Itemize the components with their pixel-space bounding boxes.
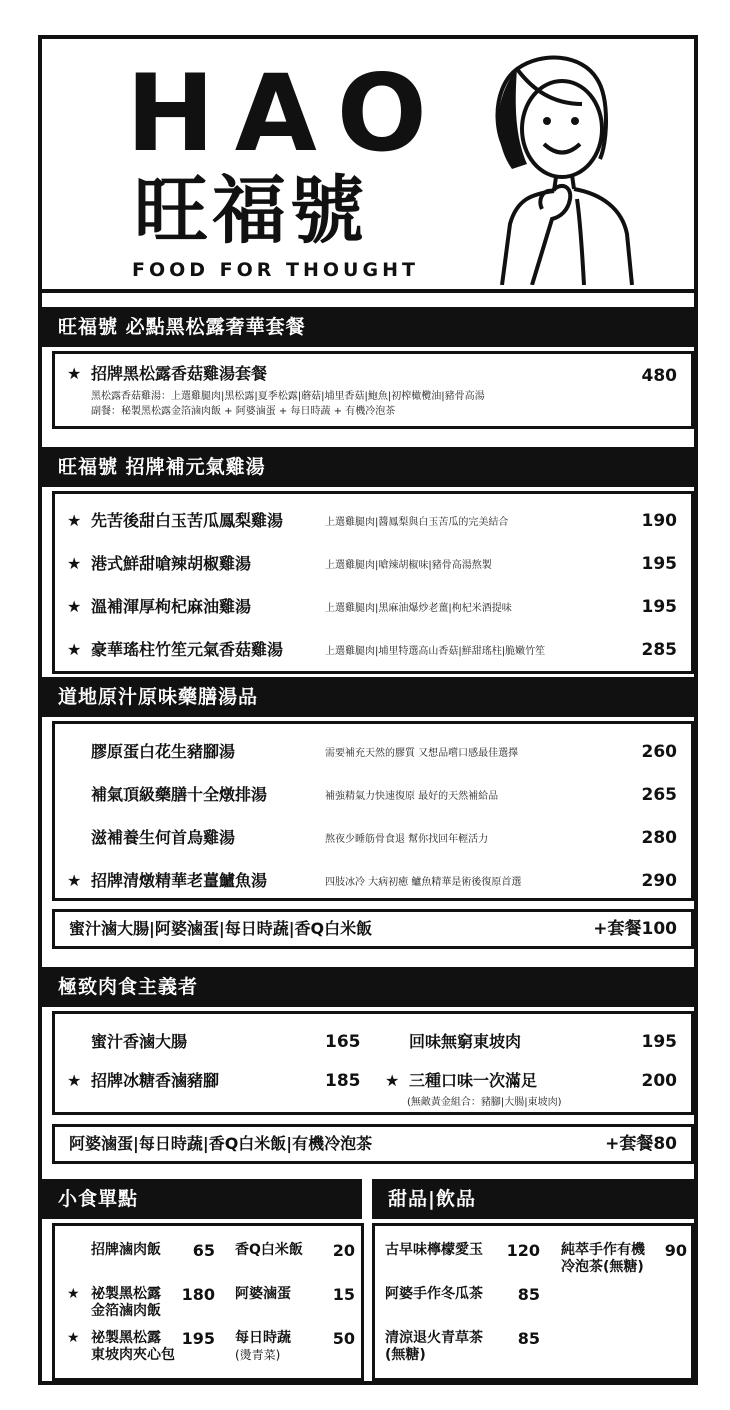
addon-set-herbal — [52, 909, 694, 949]
item-name: 三種口味一次滿足 — [409, 1071, 538, 1090]
item-description: 上選雞腿肉|嗆辣胡椒味|豬骨高湯熬製 — [325, 560, 492, 571]
item-name: 招牌清燉精華老薑鱸魚湯 — [91, 871, 268, 890]
item-name: 滋補養生何首烏雞湯 — [91, 828, 236, 847]
logo-name: 旺福號 — [134, 168, 368, 254]
menu-item-row — [67, 554, 251, 574]
item-description: 熬夜少睡筋骨食退 幫你找回年輕活力 — [325, 834, 489, 845]
item-name: 每日時蔬 — [235, 1330, 291, 1346]
addon-text: 蜜汁滷大腸|阿婆滷蛋|每日時蔬|香Q白米飯 — [69, 919, 373, 938]
item-name: 蜜汁香滷大腸 — [91, 1032, 188, 1051]
section-title-signature-set: 旺福號 必點黑松露奢華套餐 — [42, 307, 694, 347]
snack-item — [235, 1242, 303, 1259]
item-name: 補氣頂級藥膳十全燉排湯 — [91, 785, 268, 804]
item-price: 85 — [517, 1285, 540, 1304]
item-price: 15 — [332, 1285, 355, 1304]
item-name: 招牌黑松露香菇雞湯套餐 — [91, 364, 268, 383]
herbal-soup-box — [52, 721, 694, 901]
item-price: 120 — [506, 1241, 540, 1260]
snack-item — [235, 1330, 291, 1347]
section-title-chicken-soup: 旺福號 招牌補元氣雞湯 — [42, 447, 694, 487]
item-description: 上選雞腿肉|黑麻油爆炒老薑|枸杞米酒提味 — [325, 603, 512, 614]
menu-item-row — [385, 1032, 521, 1052]
item-name-line2: 金箔滷肉飯 — [91, 1303, 161, 1319]
drink-item: 清涼退火青草茶 — [385, 1330, 483, 1346]
item-price: 290 — [641, 871, 677, 891]
item-description: 需要補充天然的膠質 又想品嚐口感最佳選擇 — [325, 748, 519, 759]
item-note: (無敵黃金組合：豬腳|大腸|東坡肉) — [407, 1097, 562, 1108]
item-price: 280 — [641, 828, 677, 848]
star-icon: ★ — [67, 1071, 82, 1090]
snack-item — [67, 1330, 161, 1347]
item-name-line2: (燙青菜) — [235, 1348, 281, 1362]
section-title-meat-lovers: 極致肉食主義者 — [42, 967, 694, 1007]
item-price: 65 — [192, 1241, 215, 1260]
section-title-desserts-drinks: 甜品|飲品 — [372, 1179, 694, 1219]
item-price: 195 — [641, 1032, 677, 1052]
item-price: 50 — [332, 1329, 355, 1348]
menu-item-row — [67, 1032, 187, 1052]
meat-lovers-box — [52, 1011, 694, 1115]
item-description: 補強精氣力快速復原 最好的天然補給品 — [325, 791, 499, 802]
item-price: 195 — [641, 554, 677, 574]
item-price: 285 — [641, 640, 677, 660]
item-price: 195 — [181, 1329, 215, 1348]
logo-brand: HAO — [126, 52, 447, 175]
star-icon: ★ — [67, 597, 82, 616]
item-price: 20 — [332, 1241, 355, 1260]
menu-item-row — [67, 1071, 219, 1091]
item-description: 副餐：秘製黑松露金箔滷肉飯 + 阿婆滷蛋 + 每日時蔬 + 有機冷泡茶 — [91, 406, 396, 417]
menu-item-row — [67, 364, 267, 384]
snack-item — [235, 1286, 291, 1303]
menu-item-row — [67, 871, 267, 891]
drink-item: 古早味檸檬愛玉 — [385, 1242, 483, 1258]
item-description: 上選雞腿肉|醬鳳梨與白玉苦瓜的完美結合 — [325, 517, 509, 528]
item-price: 190 — [641, 511, 677, 531]
menu-item-row — [67, 742, 235, 762]
star-icon: ★ — [67, 1330, 80, 1346]
item-name: 溫補渾厚枸杞麻油雞湯 — [91, 597, 252, 616]
item-price: 90 — [664, 1241, 687, 1260]
item-price: 195 — [641, 597, 677, 617]
item-price: 260 — [641, 742, 677, 762]
star-icon: ★ — [67, 554, 82, 573]
snack-item — [67, 1286, 161, 1303]
item-price: 185 — [325, 1071, 361, 1091]
section-title-snacks: 小食單點 — [42, 1179, 362, 1219]
addon-text: 阿婆滷蛋|每日時蔬|香Q白米飯|有機冷泡茶 — [69, 1134, 373, 1153]
item-name-line2: 冷泡茶(無糖) — [561, 1259, 644, 1275]
item-name: 回味無窮東坡肉 — [409, 1032, 522, 1051]
signature-set-box — [52, 351, 694, 429]
item-price: 180 — [181, 1285, 215, 1304]
item-price: 480 — [641, 366, 677, 386]
menu-item-row — [67, 640, 283, 660]
star-icon: ★ — [67, 871, 82, 890]
item-description: 四肢冰冷 大病初癒 鱸魚精華是術後復原首選 — [325, 877, 522, 888]
menu-item-row — [67, 597, 251, 617]
item-name: 祕製黑松露 — [91, 1286, 161, 1302]
item-description: 黑松露香菇雞湯：上選雞腿肉|黑松露|夏季松露|蘑菇|埔里香菇|鮑魚|初榨橄欖油|豬骨高湯 — [91, 391, 485, 402]
item-price: 265 — [641, 785, 677, 805]
drink-item: 阿婆手作冬瓜茶 — [385, 1286, 483, 1302]
item-name-line2: (無糖) — [385, 1347, 426, 1363]
star-icon: ★ — [67, 1286, 80, 1302]
item-name: 阿婆滷蛋 — [235, 1286, 291, 1302]
menu-item-row — [67, 511, 283, 531]
item-name: 香Q白米飯 — [235, 1242, 303, 1258]
menu-item-row — [385, 1071, 537, 1091]
menu-header — [42, 39, 694, 293]
mascot-girl-illustration — [472, 49, 642, 285]
item-name: 招牌滷肉飯 — [91, 1242, 161, 1258]
item-name: 豪華瑤柱竹笙元氣香菇雞湯 — [91, 640, 284, 659]
item-name: 祕製黑松露 — [91, 1330, 161, 1346]
item-price: 165 — [325, 1032, 361, 1052]
star-icon: ★ — [67, 511, 82, 530]
item-price: 200 — [641, 1071, 677, 1091]
menu-board — [38, 35, 698, 1385]
addon-price: +套餐100 — [593, 919, 677, 939]
star-icon: ★ — [67, 640, 82, 659]
section-title-herbal-soup: 道地原汁原味藥膳湯品 — [42, 677, 694, 717]
drink-item: 純萃手作有機 — [561, 1242, 645, 1258]
star-icon: ★ — [67, 364, 82, 383]
star-icon: ★ — [385, 1071, 400, 1090]
addon-price: +套餐80 — [605, 1134, 677, 1154]
item-description: 上選雞腿肉|埔里特選高山香菇|鮮甜瑤柱|脆嫩竹笙 — [325, 646, 546, 657]
menu-item-row — [67, 828, 235, 848]
item-price: 85 — [517, 1329, 540, 1348]
snacks-box — [52, 1223, 364, 1381]
desserts-drinks-box — [372, 1223, 694, 1381]
item-name: 招牌冰糖香滷豬腳 — [91, 1071, 220, 1090]
menu-item-row — [67, 785, 267, 805]
chicken-soup-box — [52, 491, 694, 674]
item-name: 膠原蛋白花生豬腳湯 — [91, 742, 236, 761]
item-name-line2: 東坡肉夾心包 — [91, 1347, 175, 1363]
snack-item — [67, 1242, 161, 1259]
addon-set-meat — [52, 1124, 694, 1164]
item-name: 先苦後甜白玉苦瓜鳳梨雞湯 — [91, 511, 284, 530]
logo-tagline: FOOD FOR THOUGHT — [132, 259, 419, 281]
item-name: 港式鮮甜嗆辣胡椒雞湯 — [91, 554, 252, 573]
